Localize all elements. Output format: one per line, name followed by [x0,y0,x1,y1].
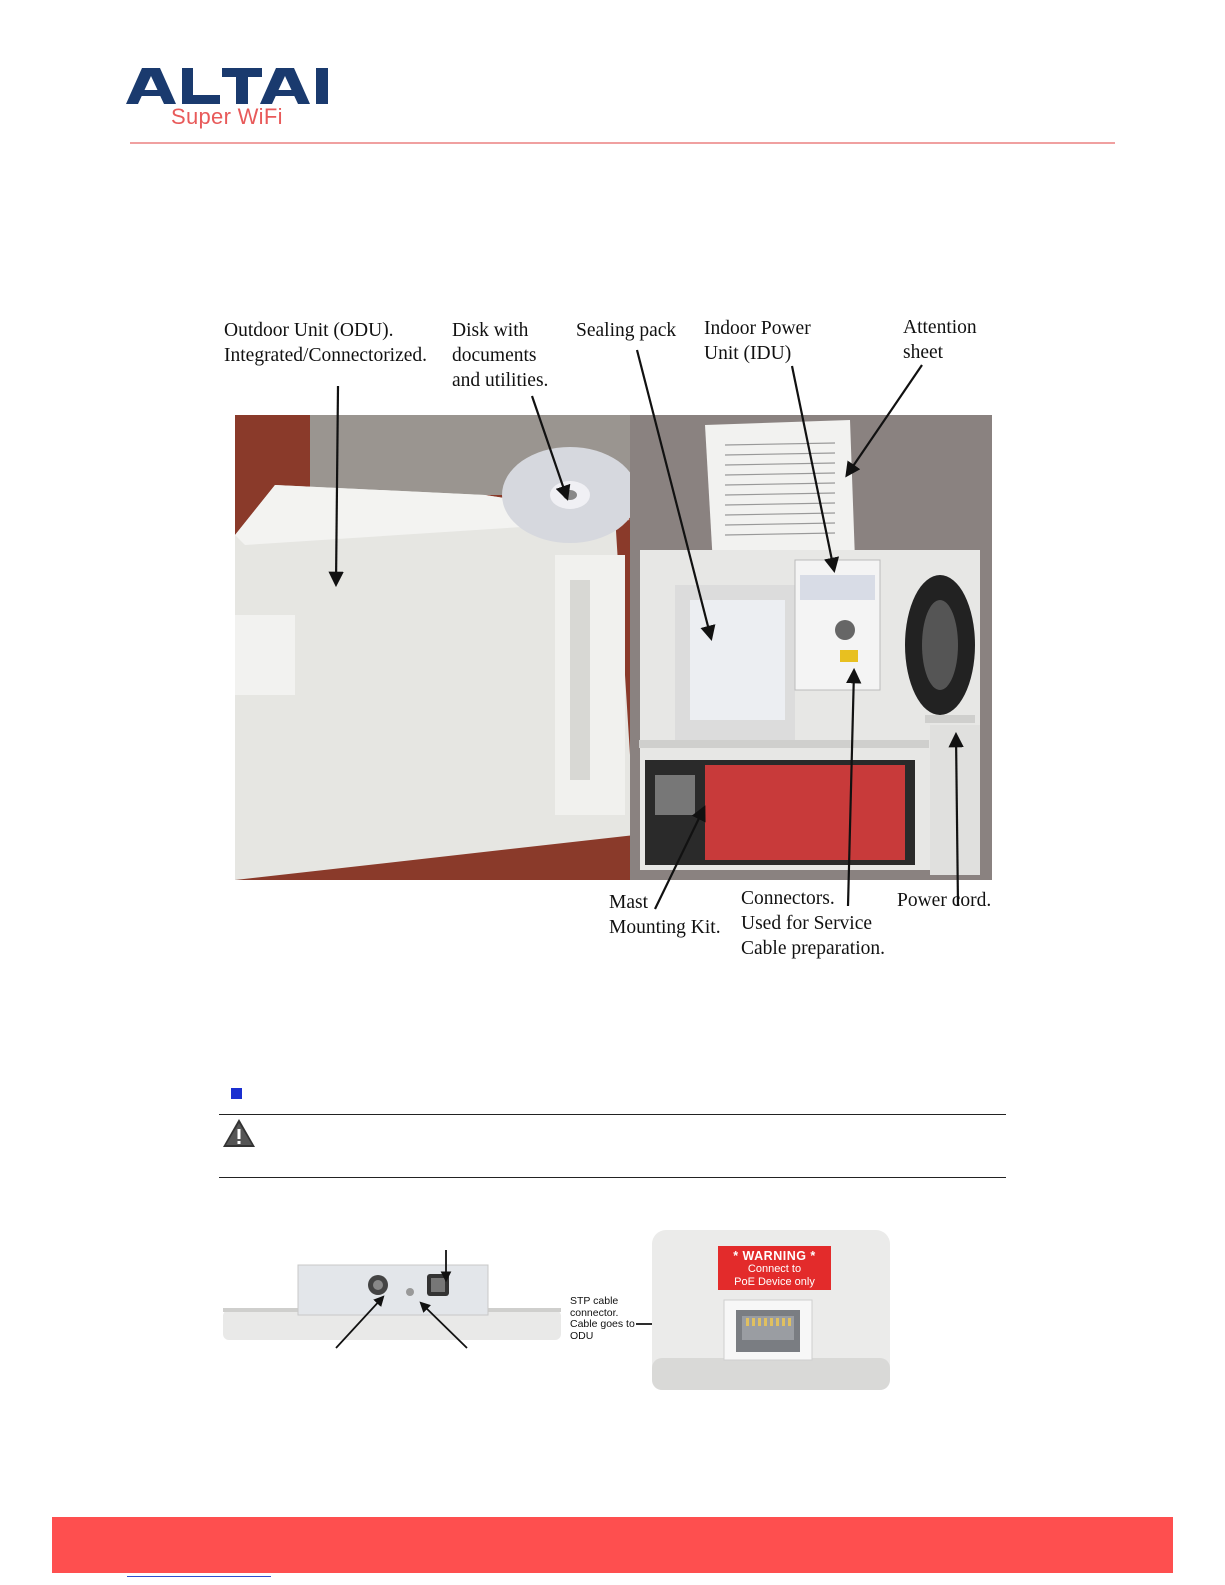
altai-logo [126,66,338,106]
header-divider [130,142,1115,144]
label-attention-sheet: Attention sheet [903,317,977,363]
poe-warning-label [718,1246,831,1290]
label-mast-kit: Mast Mounting Kit. [609,892,721,938]
stp-cable-label: STP cable connector. Cable goes to ODU [570,1295,635,1342]
label-connectors: Connectors. Used for Service Cable preparation. [741,888,886,959]
poe-warning-line2: PoE Device only [734,1276,815,1288]
logo-tagline: Super WiFi [171,104,283,129]
label-idu: Indoor Power Unit (IDU) [704,318,811,364]
label-power-cord: Power cord. [897,890,992,911]
label-odu: Outdoor Unit (ODU). Integrated/Connectorized. [224,320,428,366]
warning-icon [222,1118,256,1148]
label-disk: Disk with documents and utilities. [452,320,549,391]
label-sealing-pack: Sealing pack [576,320,677,341]
odu-connector-photo [223,1240,561,1348]
bullet-square [231,1088,242,1099]
warning-top-rule [219,1114,1006,1115]
poe-warning-line1: Connect to [747,1263,802,1275]
footer-bar [52,1517,1173,1573]
warning-bottom-rule [219,1177,1006,1178]
package-contents-photo [235,415,992,880]
poe-warning-title: * WARNING * [733,1249,816,1263]
footer-link-underline[interactable] [127,1576,271,1577]
